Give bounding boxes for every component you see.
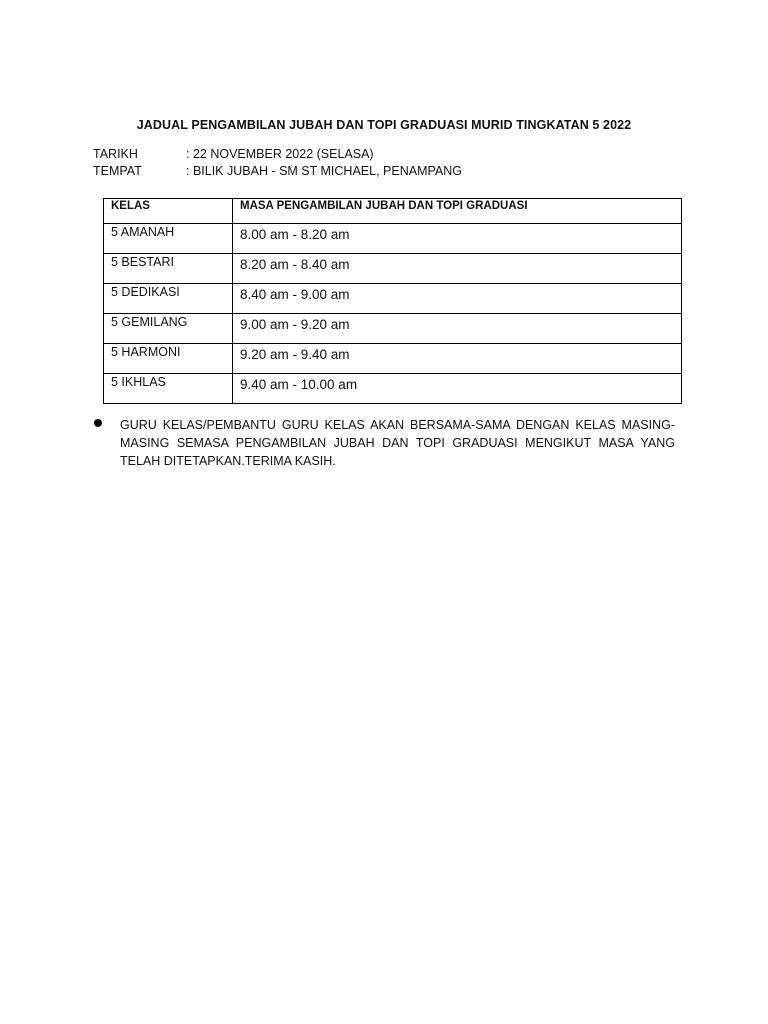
- tempat-label: TEMPAT: [93, 164, 142, 178]
- table-row: [104, 224, 682, 254]
- meta-tempat-row: [93, 163, 462, 179]
- cell-kelas: 5 GEMILANG: [104, 314, 233, 344]
- header-masa: MASA PENGAMBILAN JUBAH DAN TOPI GRADUASI: [233, 199, 682, 224]
- tempat-value: : BILIK JUBAH - SM ST MICHAEL, PENAMPANG: [186, 164, 462, 178]
- tarikh-value: : 22 NOVEMBER 2022 (SELASA): [186, 147, 374, 161]
- table-row: [104, 314, 682, 344]
- cell-kelas: 5 BESTARI: [104, 254, 233, 284]
- meta-tarikh-row: [93, 146, 374, 162]
- table-row: [104, 344, 682, 374]
- table-row: [104, 254, 682, 284]
- note-text: GURU KELAS/PEMBANTU GURU KELAS AKAN BERSAMA-SAMA DENGAN KELAS MASING-MASING SEMASA PENGAMBILAN JUBAH DAN TOPI GRADUASI MENGIKUT MASA YANG TELAH DITETAPKAN.TERIMA KASIH.: [120, 418, 675, 468]
- document-title: JADUAL PENGAMBILAN JUBAH DAN TOPI GRADUASI MURID TINGKATAN 5 2022: [136, 118, 632, 132]
- bullet-icon: [94, 419, 102, 427]
- table-header-row: [104, 199, 682, 224]
- cell-masa: 9.20 am - 9.40 am: [233, 344, 682, 374]
- cell-masa: 8.40 am - 9.00 am: [233, 284, 682, 314]
- cell-masa: 9.00 am - 9.20 am: [233, 314, 682, 344]
- table-row: [104, 374, 682, 404]
- cell-kelas: 5 AMANAH: [104, 224, 233, 254]
- table-row: [104, 284, 682, 314]
- cell-masa: 8.00 am - 8.20 am: [233, 224, 682, 254]
- cell-masa: 9.40 am - 10.00 am: [233, 374, 682, 404]
- cell-masa: 8.20 am - 8.40 am: [233, 254, 682, 284]
- cell-kelas: 5 DEDIKASI: [104, 284, 233, 314]
- tarikh-label: TARIKH: [93, 147, 138, 161]
- cell-kelas: 5 IKHLAS: [104, 374, 233, 404]
- schedule-table: [103, 198, 682, 404]
- cell-kelas: 5 HARMONI: [104, 344, 233, 374]
- header-kelas: KELAS: [104, 199, 233, 224]
